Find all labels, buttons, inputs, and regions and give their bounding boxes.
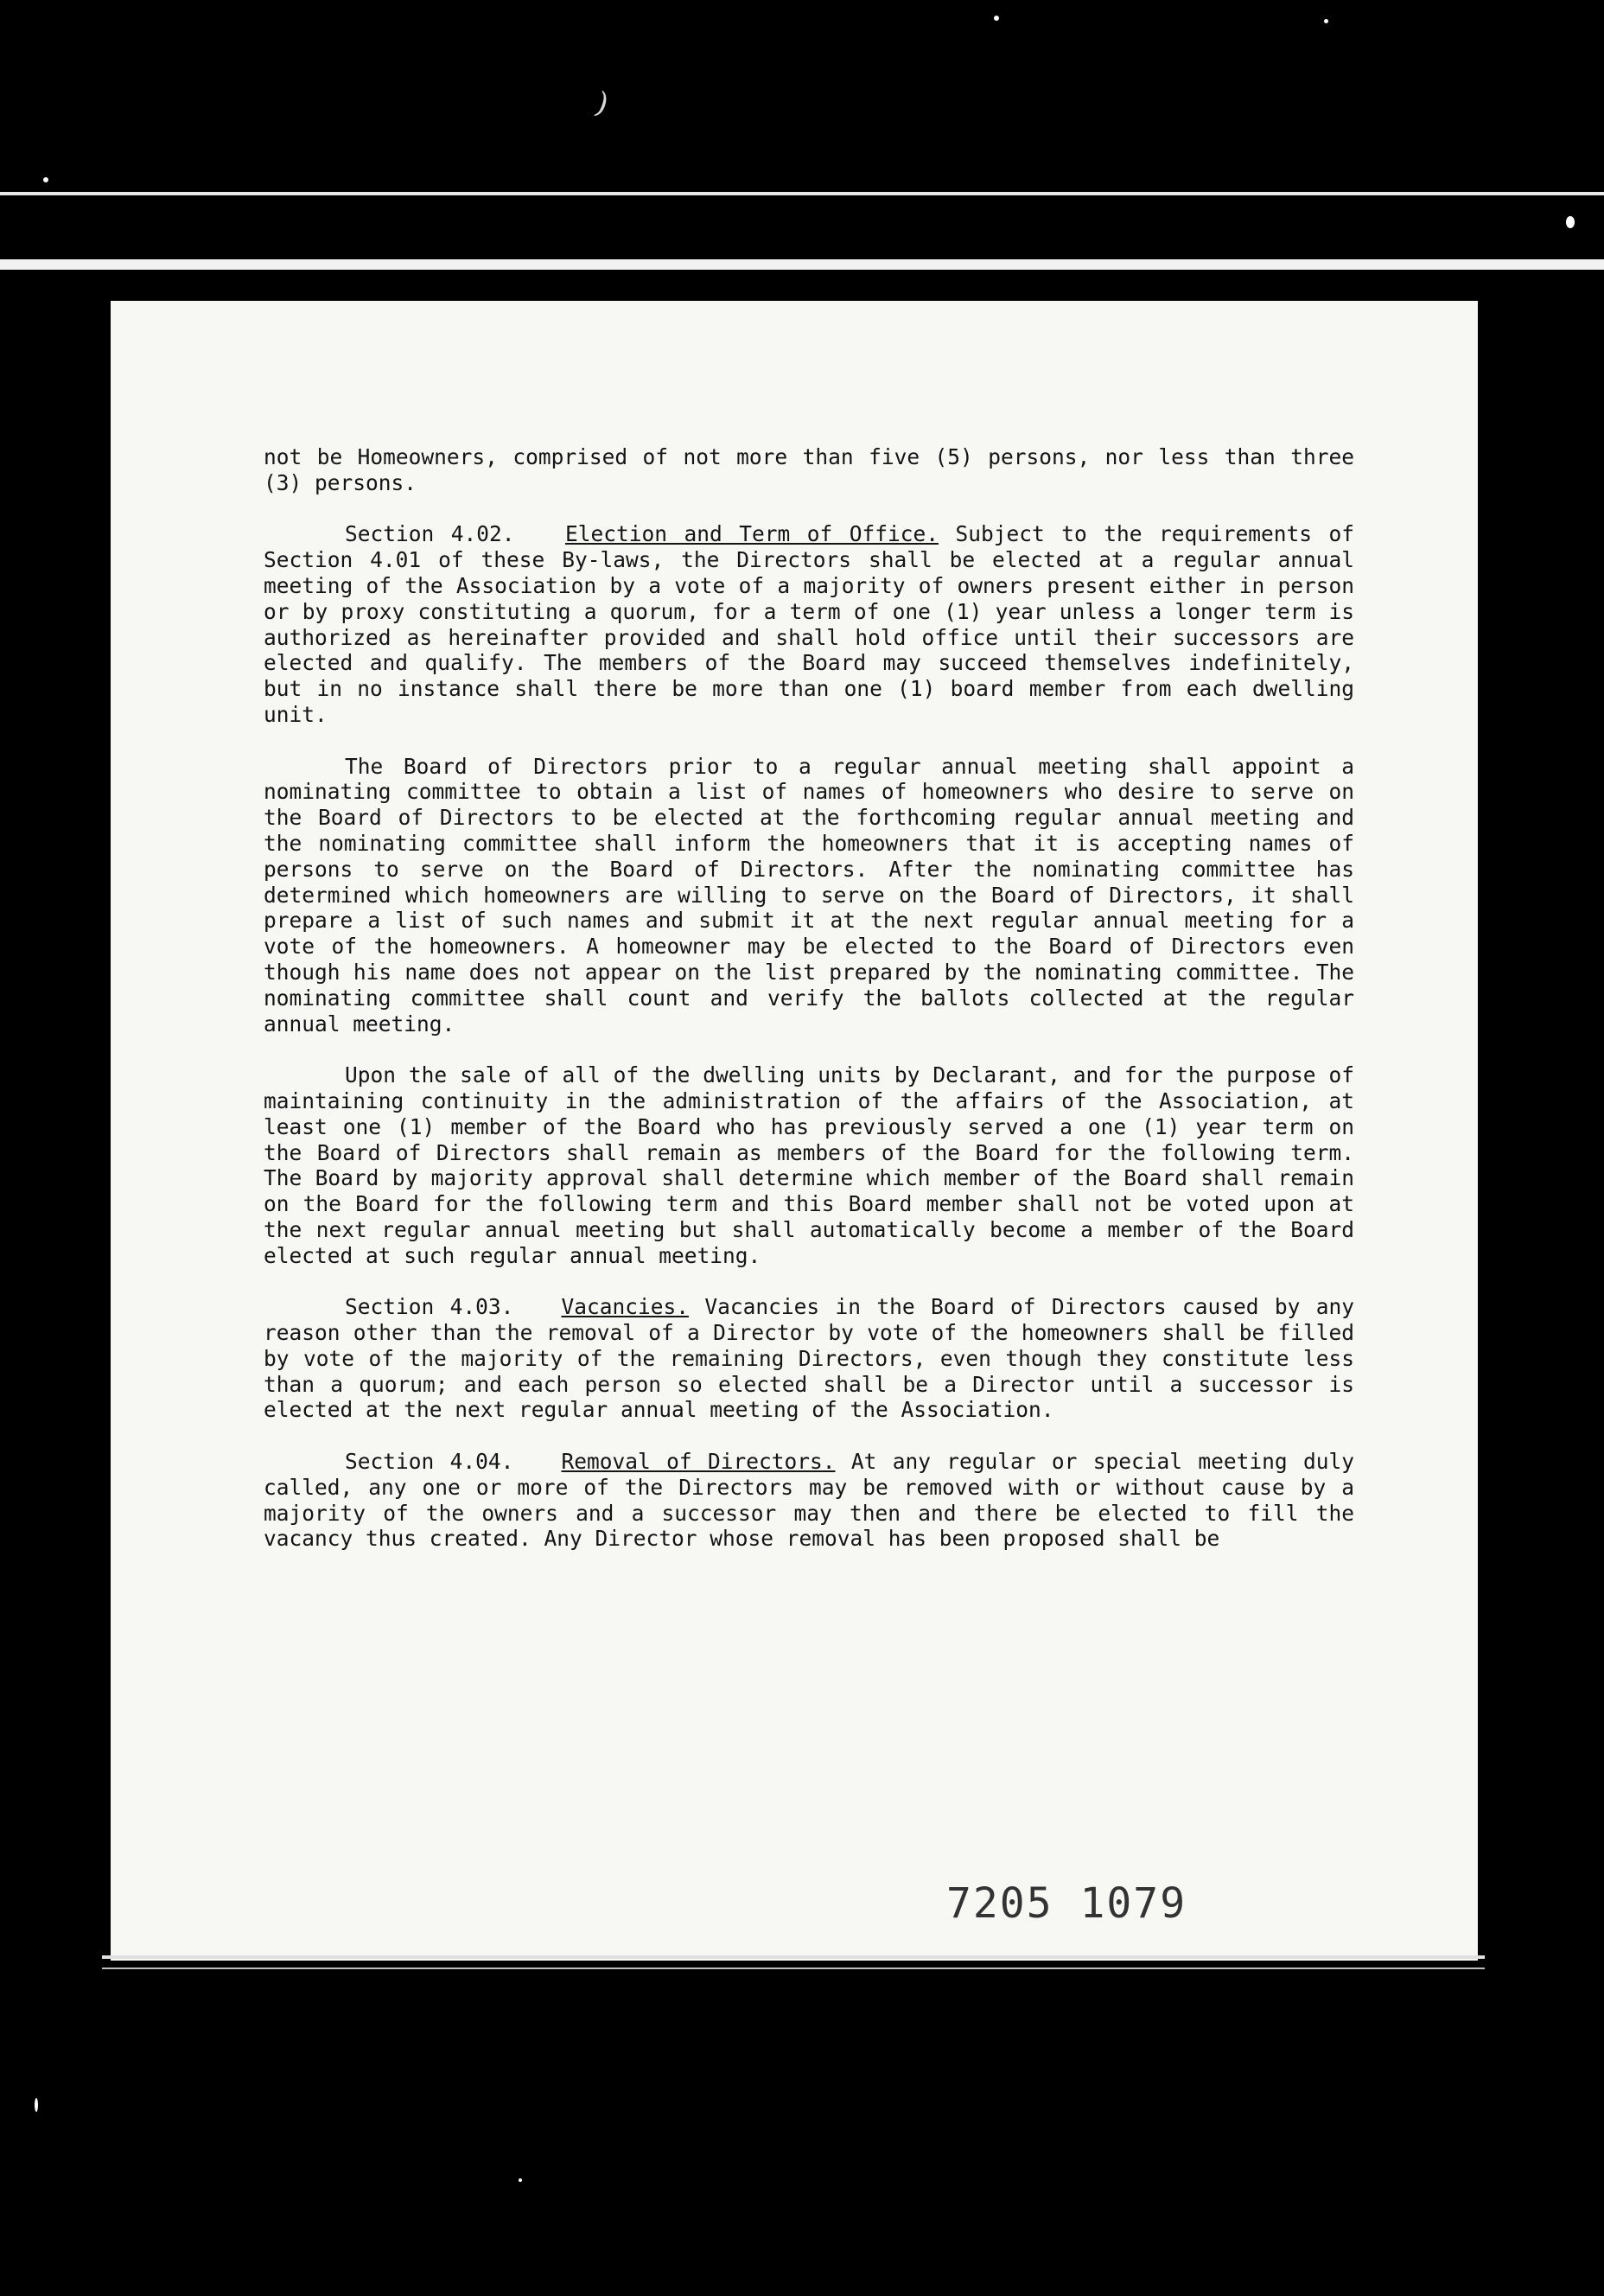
- scan-speck: [35, 2098, 38, 2112]
- document-body: [264, 444, 1354, 1578]
- scan-speck: [519, 2178, 522, 2182]
- scan-border-rule: [0, 259, 1604, 270]
- scan-speck: [1324, 19, 1328, 23]
- page-bottom-rule: [102, 1955, 1485, 1959]
- paragraph-continuation: not be Homeowners, comprised of not more than five (5) persons, nor less than three (3) persons.: [264, 444, 1354, 495]
- paragraph-section-4-03: [264, 1294, 1354, 1423]
- paragraph-nominating-committee: The Board of Directors prior to a regular annual meeting shall appoint a nominating committee to obtain a list of names of homeowners who desire to serve on the Board of Directors to be elected at the forthcoming regular annual meeting and the nominating committee shall inform the homeowners that it is accepting names of persons to serve on the Board of Directors. After the nominating committee has determined which homeowners are willing to serve on the Board of Directors, it shall prepare a list of such names and submit it at the next regular annual meeting for a vote of the homeowners. A homeowner may be elected to the Board of Directors even though his name does not appear on the list prepared by the nominating committee. The nominating committee shall count and verify the ballots collected at the regular annual meeting.: [264, 753, 1354, 1036]
- paragraph-section-4-04: [264, 1449, 1354, 1552]
- section-text: At any regular or special meeting duly called, any one or more of the Directors may be removed with or without cause by a majority of the owners and a successor may then and there be elected to fill the vacancy thus created. Any Director whose removal has been proposed shall be: [264, 1449, 1354, 1552]
- section-text: Vacancies in the Board of Directors caused by any reason other than the removal of a Director by vote of the homeowners shall be filled by vote of the majority of the remaining Directors, even though they constitute less than a quorum; and each person so elected shall be a Director until a successor is elected at the next regular annual meeting of the Association.: [264, 1294, 1354, 1423]
- scan-speck: [994, 16, 999, 21]
- paragraph-continuity: Upon the sale of all of the dwelling units by Declarant, and for the purpose of maintaining continuity in the administration of the affairs of the Association, at least one (1) member of the Board who has previously served a one (1) year term on the Board of Directors shall remain as members of the Board for the following term. The Board by majority approval shall determine which member of the Board shall remain on the Board for the following term and this Board member shall not be voted upon at the next regular annual meeting but shall automatically become a member of the Board elected at such regular annual meeting.: [264, 1062, 1354, 1268]
- page-bottom-rule: [102, 1968, 1485, 1969]
- section-text: Subject to the requirements of Section 4.01 of these By-laws, the Directors shall be elected at a regular annual meeting of the Association by a vote of a majority of owners present either in person or by proxy constituting a quorum, for a term of one (1) year unless a longer term is authorized as hereinafter provided and shall hold office until their successors are elected and qualify. The members of the Board may succeed themselves indefinitely, but in no instance shall there be more than one (1) board member from each dwelling unit.: [264, 521, 1354, 727]
- scan-speck: [1566, 216, 1575, 228]
- section-heading: Election and Term of Office.: [564, 521, 939, 547]
- scan-speck: [43, 177, 48, 182]
- section-number: Section 4.04.: [345, 1449, 514, 1475]
- section-heading: Vacancies.: [561, 1294, 689, 1320]
- section-number: Section 4.03.: [345, 1294, 514, 1320]
- section-number: Section 4.02.: [345, 521, 515, 547]
- paragraph-section-4-02: [264, 521, 1354, 727]
- section-heading: Removal of Directors.: [561, 1449, 836, 1475]
- footer-book-page-number: 7205 1079: [946, 1879, 1187, 1928]
- scan-border-rule: [0, 192, 1604, 195]
- top-mark: ): [591, 85, 614, 123]
